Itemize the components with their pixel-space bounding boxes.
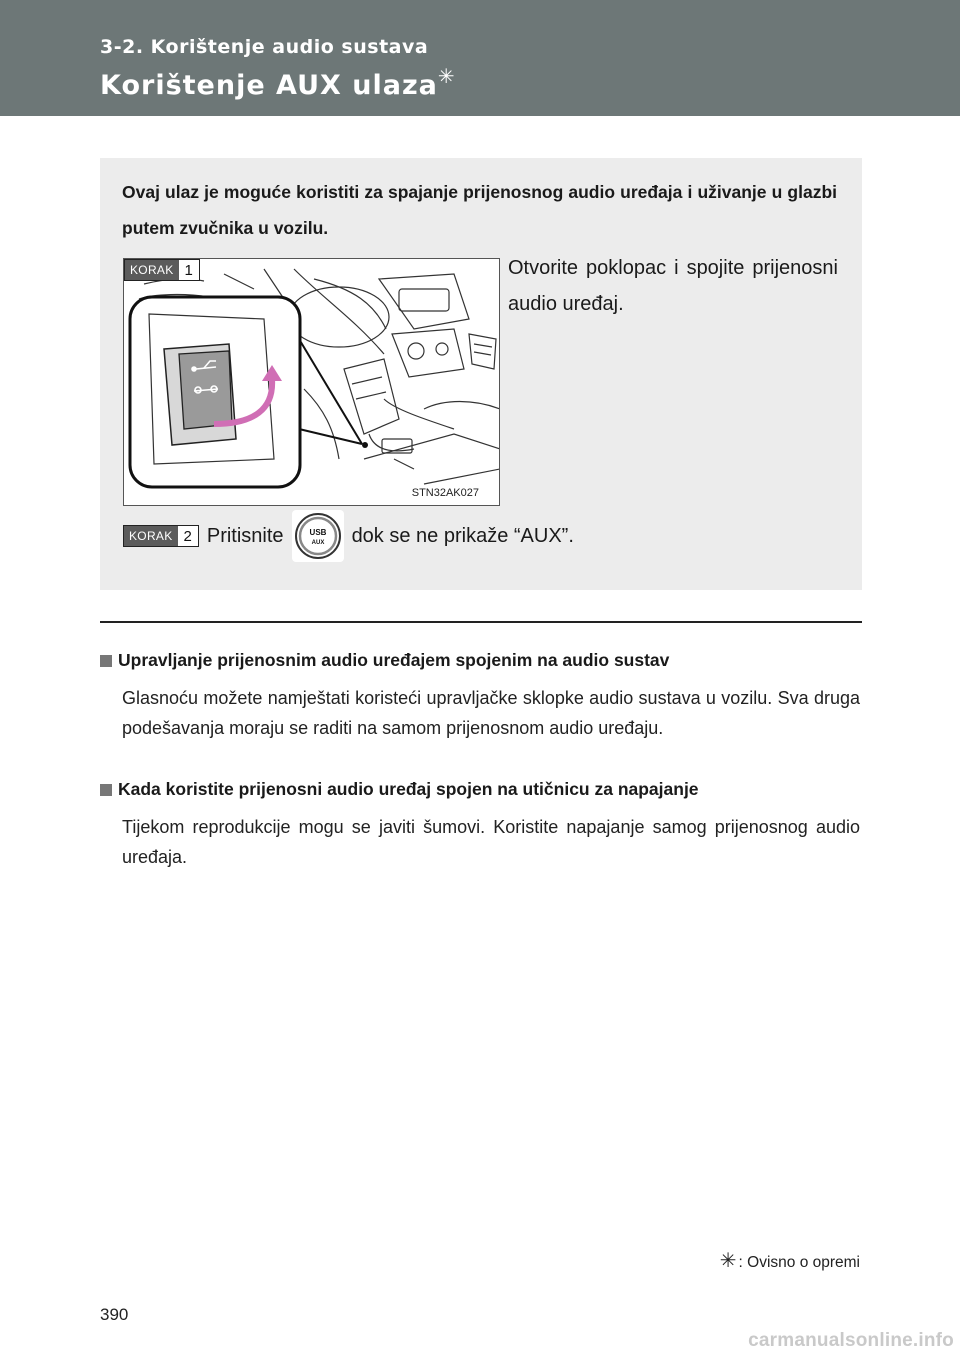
step-badge-number: 1 — [179, 260, 199, 280]
footnote-text: : Ovisno o opremi — [738, 1253, 860, 1271]
page-title-text: Korištenje AUX ulaza — [100, 70, 438, 101]
step-2-row — [123, 510, 574, 562]
step-1-badge — [124, 259, 200, 281]
bullet-square-icon — [100, 784, 112, 796]
subheading-power-outlet — [100, 779, 699, 800]
subheading-text: Kada koristite prijenosni audio uređaj spojen na utičnicu za napajanje — [118, 779, 699, 799]
figure-code: STN32AK027 — [411, 487, 479, 499]
step-2-badge — [123, 525, 199, 547]
step-2-text-after: dok se ne prikaže “AUX”. — [351, 524, 574, 547]
footnote — [720, 1250, 860, 1275]
usb-aux-button-icon — [292, 510, 344, 562]
paragraph-power-outlet: Tijekom reprodukcije mogu se javiti šumovi. Koristite napajanje samog prijenosnog audio uređaja. — [122, 817, 860, 867]
intro-text: Ovaj ulaz je moguće koristiti za spajanje prijenosnog audio uređaja i uživanje u glazbi putem zvučnika u vozilu. — [122, 182, 837, 238]
step-1-text: Otvorite poklopac i spojite prijenosni audio uređaj. — [508, 257, 838, 315]
equipment-mark-icon: ✳ — [437, 64, 456, 88]
info-box — [100, 158, 862, 590]
paragraph-portable-control: Glasnoću možete namještati koristeći upravljačke sklopke audio sustava u vozilu. Sva druga podešavanja moraju se raditi na samom prijenosnom audio uređaju. — [122, 688, 860, 738]
step-badge-label: KORAK — [125, 260, 179, 280]
aux-button-label: AUX — [311, 540, 324, 546]
page-title — [100, 64, 456, 101]
step-badge-label: KORAK — [124, 526, 178, 546]
page-number: 390 — [100, 1305, 129, 1324]
console-drawing — [124, 259, 500, 506]
equipment-mark-icon: ✳ — [719, 1250, 737, 1272]
chapter-header — [0, 0, 960, 116]
step-2-text-before: Pritisnite — [206, 524, 284, 547]
divider — [100, 621, 862, 623]
step-badge-number: 2 — [178, 526, 198, 546]
usb-button-label: USB — [309, 528, 327, 537]
subheading-portable-control — [100, 650, 669, 671]
bullet-square-icon — [100, 655, 112, 667]
section-title: 3-2. Korištenje audio sustava — [100, 36, 429, 58]
subheading-text: Upravljanje prijenosnim audio uređajem spojenim na audio sustav — [118, 650, 670, 670]
console-illustration — [123, 258, 500, 506]
watermark: carmanualsonline.info — [748, 1330, 954, 1351]
